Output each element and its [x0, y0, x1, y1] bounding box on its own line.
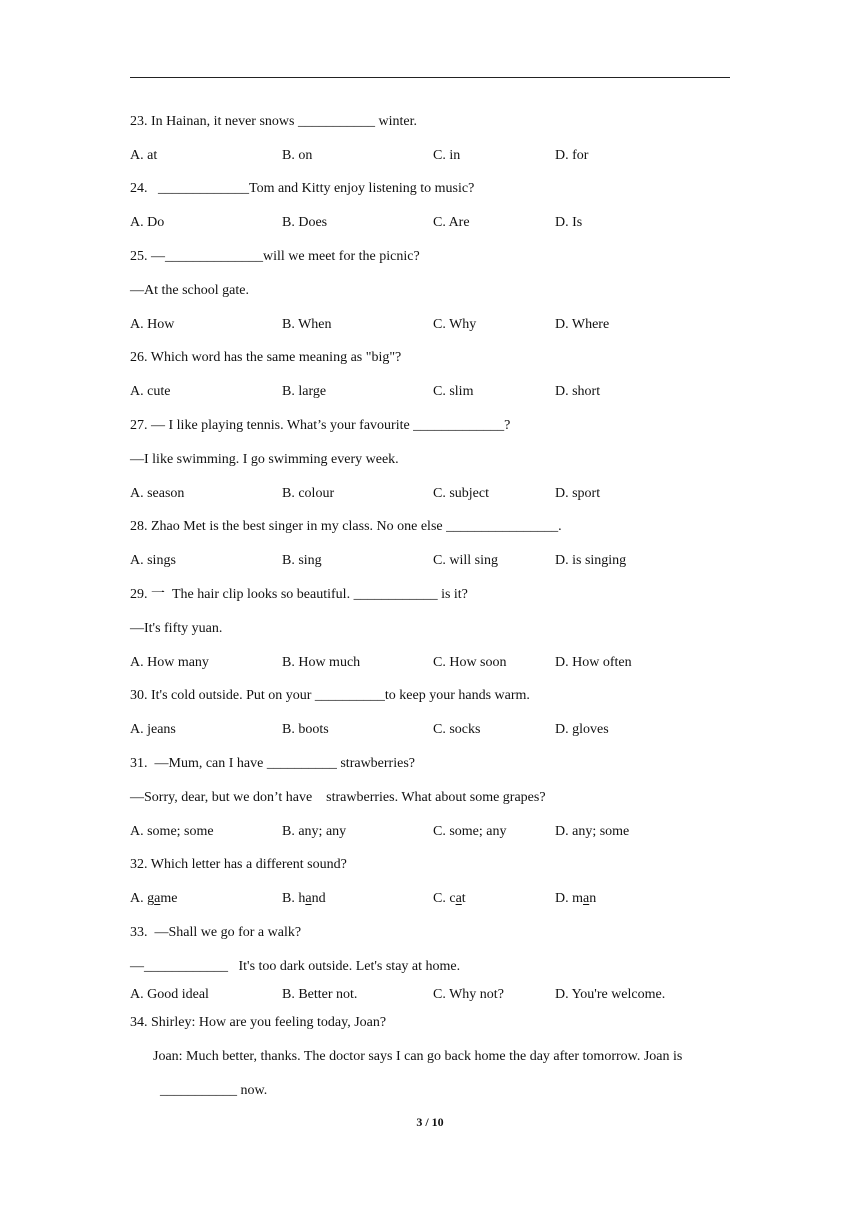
question-26-stem: 26. Which word has the same meaning as "big"?	[130, 350, 402, 365]
option-prefix: C. c	[433, 891, 456, 906]
option-a: A. How many	[130, 655, 209, 670]
option-d: D. How often	[555, 655, 632, 670]
question-33-reply: —____________ It's too dark outside. Let's stay at home.	[130, 959, 461, 974]
option-a: A. sings	[130, 553, 176, 568]
option-b: B. any; any	[282, 824, 347, 839]
option-c: C. Are	[433, 215, 470, 230]
option-b: B. on	[282, 148, 313, 163]
option-d: D. short	[555, 384, 601, 399]
option-d: D. sport	[555, 486, 601, 501]
option-c: C. How soon	[433, 655, 507, 670]
underlined-letter: a	[154, 891, 161, 906]
option-c: C. will sing	[433, 553, 498, 568]
question-33-stem: 33. —Shall we go for a walk?	[130, 925, 302, 940]
option-c	[433, 890, 466, 908]
underlined-letter: a	[305, 891, 312, 906]
option-a: A. cute	[130, 384, 171, 399]
option-c: C. subject	[433, 486, 489, 501]
header-rule	[130, 77, 730, 78]
option-suffix: me	[160, 891, 178, 906]
question-25-stem: 25. —______________will we meet for the picnic?	[130, 249, 420, 264]
option-prefix: A. g	[130, 891, 155, 906]
option-suffix: n	[589, 891, 597, 906]
option-b: B. sing	[282, 553, 322, 568]
option-a: A. jeans	[130, 722, 176, 737]
option-c: C. in	[433, 148, 461, 163]
option-a: A. Good ideal	[130, 987, 209, 1002]
question-30-stem: 30. It's cold outside. Put on your __________to keep your hands warm.	[130, 688, 530, 703]
option-d	[555, 890, 596, 908]
option-d: D. for	[555, 148, 589, 163]
option-prefix: B. h	[282, 891, 306, 906]
question-34-stem: 34. Shirley: How are you feeling today, Joan?	[130, 1015, 387, 1030]
option-c: C. Why	[433, 317, 477, 332]
question-31-reply: —Sorry, dear, but we don’t have strawberries. What about some grapes?	[130, 790, 546, 805]
option-prefix: D. m	[555, 891, 583, 906]
option-suffix: nd	[311, 891, 326, 906]
question-24-stem: 24. _____________Tom and Kitty enjoy listening to music?	[130, 181, 475, 196]
option-d: D. gloves	[555, 722, 609, 737]
question-27-reply: —I like swimming. I go swimming every week.	[130, 452, 399, 467]
option-c: C. Why not?	[433, 987, 504, 1002]
option-a: A. at	[130, 148, 158, 163]
option-c: C. some; any	[433, 824, 507, 839]
question-34-dialogue: Joan: Much better, thanks. The doctor says I can go back home the day after tomorrow. Joan is	[153, 1049, 683, 1064]
option-b: B. How much	[282, 655, 361, 670]
question-29-reply: —It's fifty yuan.	[130, 621, 223, 636]
option-b	[282, 890, 326, 908]
question-29-stem: 29. 一 The hair clip looks so beautiful. ____________ is it?	[130, 587, 468, 602]
question-32-stem: 32. Which letter has a different sound?	[130, 857, 347, 872]
question-25-reply: —At the school gate.	[130, 283, 249, 298]
option-b: B. boots	[282, 722, 329, 737]
question-34-blank-line: ___________ now.	[160, 1083, 268, 1098]
option-a: A. How	[130, 317, 175, 332]
option-c: C. slim	[433, 384, 474, 399]
option-d: D. Where	[555, 317, 610, 332]
question-27-stem: 27. — I like playing tennis. What’s your favourite _____________?	[130, 418, 511, 433]
option-b: B. large	[282, 384, 327, 399]
option-d: D. is singing	[555, 553, 627, 568]
option-b: B. colour	[282, 486, 335, 501]
option-d: D. Is	[555, 215, 583, 230]
option-a: A. some; some	[130, 824, 214, 839]
option-d: D. You're welcome.	[555, 987, 666, 1002]
underlined-letter: a	[455, 891, 462, 906]
option-suffix: t	[461, 891, 466, 906]
question-23-stem: 23. In Hainan, it never snows ___________ winter.	[130, 114, 417, 129]
option-a: A. season	[130, 486, 185, 501]
option-b: B. When	[282, 317, 332, 332]
underlined-letter: a	[583, 891, 590, 906]
question-31-stem: 31. —Mum, can I have __________ strawberries?	[130, 756, 415, 771]
question-28-stem: 28. Zhao Met is the best singer in my class. No one else ________________.	[130, 519, 562, 534]
option-b: B. Does	[282, 215, 328, 230]
option-b: B. Better not.	[282, 987, 358, 1002]
option-a: A. Do	[130, 215, 165, 230]
option-a	[130, 890, 177, 908]
option-c: C. socks	[433, 722, 481, 737]
option-d: D. any; some	[555, 824, 630, 839]
page-number: 3 / 10	[416, 1115, 444, 1129]
